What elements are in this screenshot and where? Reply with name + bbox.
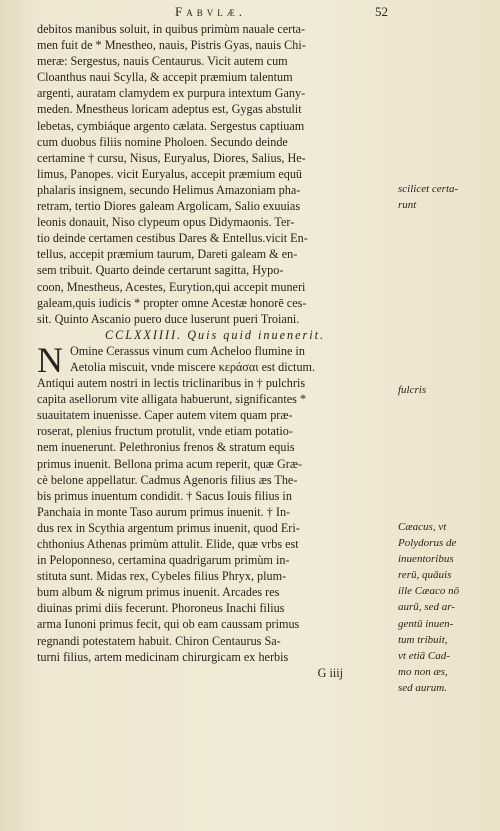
text-line: coon, Mnestheus, Acestes, Eurytion,qui accepit muneri [37,279,306,294]
text-line: sit. Quinto Ascanio puero duce luserunt pueri Troiani. [37,311,300,326]
text-line: argenti, auratam clamydem ex purpura intextum Gany- [37,86,306,101]
text-line: turni filius, artem medicinam chirurgicam ex herbis [37,649,289,664]
text-line: Omine Cerassus vinum cum Acheloo flumine in [70,343,305,358]
text-line: roserat, plenius fructum protulit, vnde etiam potatio- [37,424,293,439]
text-line: stituta sunt. Midas rex, Cybeles filius Phryx, plum- [37,569,287,584]
text-line: meden. Mnestheus loricam adeptus est, Gygas abstulit [37,102,302,117]
margin-note-line: mo non æs, [398,665,448,678]
text-line: Aetolia miscuit, vnde miscere κεράσαι est dictum. [70,359,316,374]
fable-heading: CCLXXIIII. Quis quid inuenerit. [104,327,326,342]
text-line: bum album & nigrum primus inuenit. Arcades res [37,585,280,600]
text-line: meræ: Sergestus, nauis Centaurus. Vicit autem cum [37,54,288,69]
margin-note-line: gentū inuen- [398,617,454,630]
text-line: certamine † cursu, Nisus, Euryalus, Diores, Salius, He- [37,150,306,165]
text-line: regnandi potestatem habuit. Chiron Centaurus Sa- [37,633,281,648]
main-text-block [37,21,393,681]
text-line: leonis donauit, Niso clypeum opus Didymaonis. Ter- [37,215,295,230]
margin-note [398,181,496,213]
text-line: tellus, accepit præmium taurum, Dareti galeam & en- [37,247,298,262]
margin-note-line: Cæacus, vt [398,521,447,533]
margin-note-line: Polydorus de [398,537,457,550]
text-line: capita asellorum vite alligata habuerunt, significantes * [37,392,307,407]
text-line: Cloanthus naui Scylla, & accepit præmium talentum [37,70,293,85]
text-line: in Peloponneso, certamina quadrigarum primùm in- [37,553,290,568]
text-line: debitos manibus soluit, in quibus primùm nauale certa- [37,22,306,36]
text-line: galeam,quis iudicis * propter omne Acestæ honorē ces- [37,295,307,310]
text-line: suauitatem inuenisse. Caper autem vitem quam præ- [37,408,293,423]
text-line: tio deinde certamen cestibus Dares & Entellus.vicit En- [37,231,308,246]
catchword: G iiij [317,665,343,680]
margin-note-line: vt etiā Cad- [398,649,450,662]
margin-note-line: sed aurum. [398,681,447,694]
text-line: chthonius Athenas primùm attulit. Elide, quæ vrbs est [37,537,299,551]
text-line: limus, Panopes. vicit Euryalus, accepit præmium equū [37,166,303,181]
text-line: cè belone appellatur. Cadmus Agenoris filius æs The- [37,472,298,487]
text-line: arma Iunoni primus fecit, qui ob eam caussam primus [37,617,300,632]
text-line: diuinas primi diis fecerunt. Phoroneus Inachi filius [37,601,285,616]
fable-opening [37,339,393,380]
running-title: Fabvlæ. [175,4,246,19]
page-number: 52 [375,4,388,19]
margin-note [398,382,496,398]
text-line: Panchaia in monte Taso aurum primus inuenit. † In- [37,504,291,519]
text-line: nem inuenerunt. Pelethronius frenos & stratum equis [37,440,295,455]
text-line: primus inuenit. Bellona prima acum reperit, quæ Græ- [37,456,303,471]
text-line: dus rex in Scythia argentum primus inuenit, quod Eri- [37,520,300,535]
margin-note-line: inuentoribus [398,553,454,566]
text-line: phalaris insignem, secundo Helimus Amazoniam pha- [37,182,301,197]
text-line: cum duobus filiis nomine Pholoen. Secundo deinde [37,134,288,149]
margin-note-line: tum tribuit, [398,633,448,646]
text-line: men fuit de * Mnestheo, nauis, Pistris Gyas, nauis Chi- [37,38,306,53]
margin-note [398,519,496,696]
text-line: bis primus inuentum condidit. † Sacus Iouis filius in [37,488,292,503]
dropcap-initial: N [37,339,63,380]
text-line: Antiqui autem nostri in lectis triclinaribus in † pulchris [37,376,306,391]
margin-note-line: rerū, quāuis [398,569,452,582]
margin-note-line: scilicet certa- [398,183,459,195]
text-line: retram, tertio Diores galeam Argolicam, Salio exuuias [37,199,301,214]
margin-note-line: runt [398,199,417,212]
margin-note-line: fulcris [398,384,427,396]
margin-note-line: ille Cæaco nō [398,585,460,598]
margin-note-line: aurū, sed ar- [398,601,455,614]
text-line: sem tribuit. Quarto deinde certarunt sagitta, Hypo- [37,263,284,278]
text-line: lebetas, cymbiáque argento cælata. Sergestus captiuam [37,118,305,133]
